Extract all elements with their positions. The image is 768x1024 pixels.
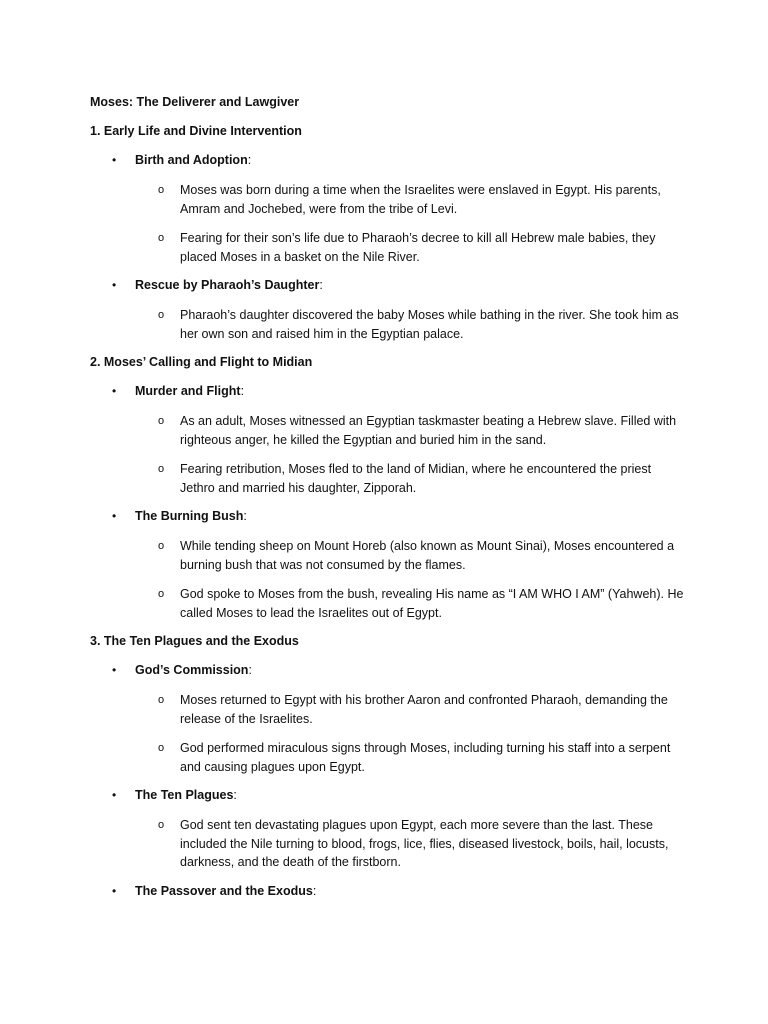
- bullet-icon: •: [112, 509, 117, 523]
- topic-label: The Passover and the Exodus: [135, 883, 313, 898]
- section-early-life: [90, 123, 688, 343]
- topic-label: Murder and Flight: [135, 384, 241, 398]
- hollow-circle-icon: o: [158, 540, 165, 552]
- sub-point: [90, 739, 688, 776]
- label-colon: :: [319, 278, 323, 292]
- section-calling: [90, 354, 688, 622]
- topic-label: God’s Commission: [135, 663, 249, 677]
- document-title: Moses: The Deliverer and Lawgiver: [90, 95, 300, 109]
- topic-label: The Ten Plagues: [135, 788, 234, 802]
- topic-item: [90, 883, 688, 899]
- sub-point-text: God sent ten devastating plagues upon Egypt, each more severe than the last. These included the Nile turning to blood, frogs, lice, flies, diseased livestock, boils, hail, locusts, darkness, and the death of the firstborn.: [180, 818, 669, 869]
- sub-point-text: Moses was born during a time when the Israelites were enslaved in Egypt. His parents, Amram and Jochebed, were from the tribe of Levi.: [180, 183, 661, 216]
- sub-point-text: Fearing retribution, Moses fled to the land of Midian, where he encountered the priest Jethro and married his daughter, Zipporah.: [180, 462, 652, 495]
- section-heading: 1. Early Life and Divine Intervention: [90, 124, 302, 138]
- label-colon: :: [247, 153, 252, 167]
- bullet-icon: •: [112, 883, 117, 898]
- label-colon: :: [312, 883, 317, 898]
- section-plagues-exodus: [90, 633, 688, 899]
- sub-point: [90, 306, 688, 343]
- sub-point: [90, 460, 688, 497]
- topic-item: [90, 383, 688, 399]
- sub-point: [90, 537, 688, 574]
- sub-point: [90, 816, 688, 872]
- topic-item: [90, 277, 688, 293]
- sub-point: [90, 412, 688, 449]
- hollow-circle-icon: o: [158, 463, 165, 475]
- sub-point: [90, 691, 688, 728]
- topic-item: [90, 508, 688, 524]
- sub-point-text: God spoke to Moses from the bush, revealing His name as “I AM WHO I AM” (Yahweh). He called Moses to lead the Israelites out of Egypt.: [180, 587, 684, 620]
- topic-label: Birth and Adoption: [135, 153, 248, 167]
- bullet-icon: •: [112, 788, 117, 802]
- sub-point: [90, 585, 688, 622]
- hollow-circle-icon: o: [158, 232, 165, 244]
- section-heading: 3. The Ten Plagues and the Exodus: [90, 634, 299, 648]
- sub-point-text: Pharaoh’s daughter discovered the baby Moses while bathing in the river. She took him as her own son and raised him in the Egyptian palace.: [180, 308, 679, 341]
- sub-point-text: While tending sheep on Mount Horeb (also known as Mount Sinai), Moses encountered a burning bush that was not consumed by the flames.: [180, 539, 675, 572]
- hollow-circle-icon: o: [158, 742, 165, 754]
- topic-item: [90, 152, 688, 168]
- sub-point-text: Fearing for their son’s life due to Pharaoh’s decree to kill all Hebrew male babies, they placed Moses in a basket on the Nile River.: [180, 231, 656, 264]
- hollow-circle-icon: o: [158, 184, 165, 196]
- hollow-circle-icon: o: [158, 588, 165, 600]
- hollow-circle-icon: o: [158, 415, 165, 427]
- section-heading: 2. Moses’ Calling and Flight to Midian: [90, 355, 313, 369]
- sub-point-text: As an adult, Moses witnessed an Egyptian taskmaster beating a Hebrew slave. Filled with righteous anger, he killed the Egyptian and buried him in the sand.: [180, 414, 677, 447]
- sub-point: [90, 229, 688, 266]
- label-colon: :: [233, 788, 237, 802]
- bullet-icon: •: [112, 278, 117, 292]
- topic-label: The Burning Bush: [135, 509, 244, 523]
- hollow-circle-icon: o: [158, 694, 165, 706]
- sub-point: [90, 181, 688, 218]
- label-colon: :: [248, 663, 252, 677]
- bullet-icon: •: [112, 384, 117, 398]
- hollow-circle-icon: o: [158, 309, 165, 321]
- sub-point-text: God performed miraculous signs through Moses, including turning his staff into a serpent and causing plagues upon Egypt.: [180, 741, 671, 774]
- sub-point-text: Moses returned to Egypt with his brother Aaron and confronted Pharaoh, demanding the release of the Israelites.: [180, 693, 668, 726]
- bullet-icon: •: [112, 153, 117, 167]
- label-colon: :: [243, 509, 247, 523]
- label-colon: :: [240, 384, 245, 398]
- topic-item: [90, 662, 688, 678]
- hollow-circle-icon: o: [158, 819, 165, 831]
- topic-item: [90, 787, 688, 803]
- bullet-icon: •: [112, 663, 117, 677]
- topic-label: Rescue by Pharaoh’s Daughter: [135, 278, 320, 292]
